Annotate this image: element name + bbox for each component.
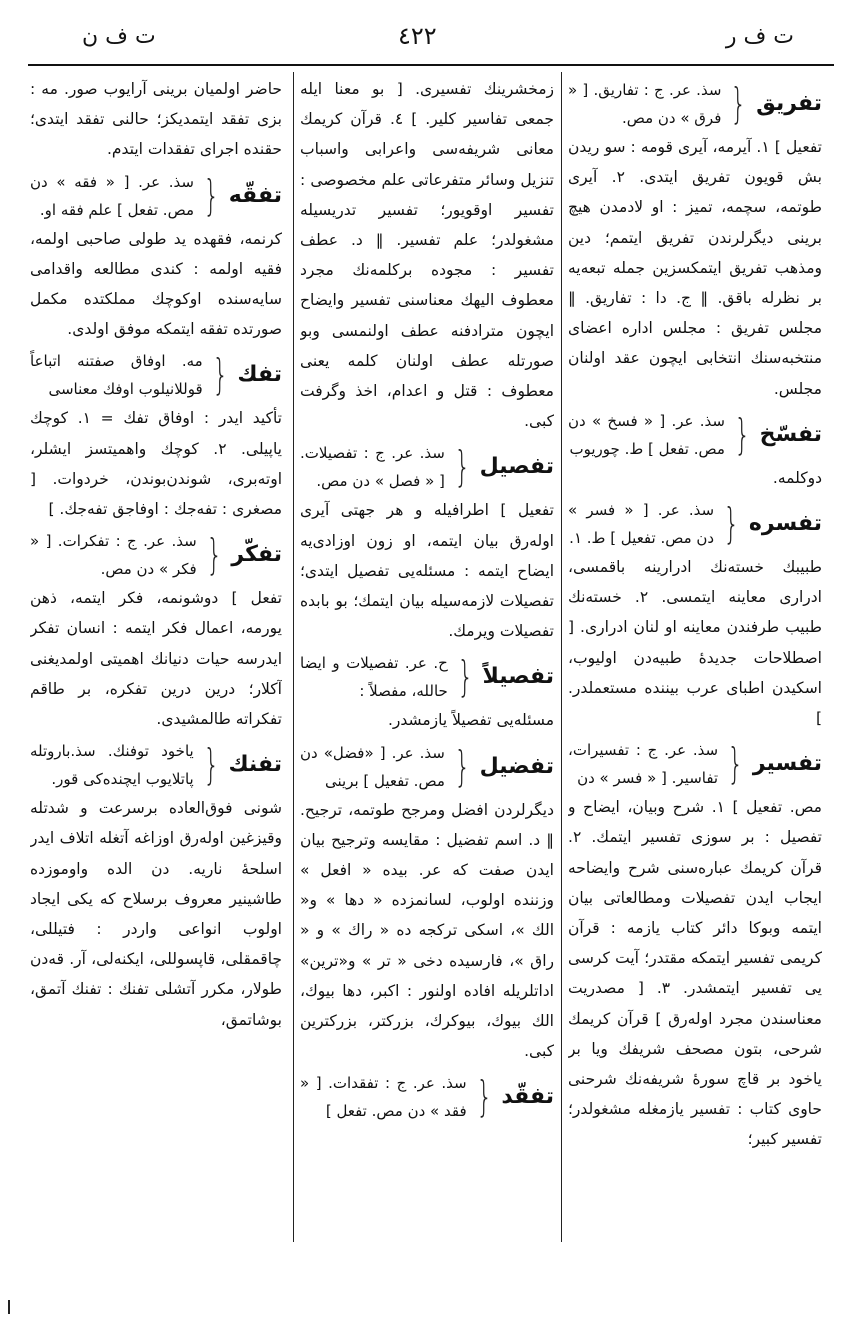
header-rule: [28, 64, 834, 66]
dictionary-entry: [568, 407, 822, 493]
headword: تفسره: [748, 511, 822, 537]
margin-mark: [8, 1300, 10, 1314]
headword: تفنك: [228, 752, 282, 778]
grammar-note: سذ. عر. [ « فسخ » دن مص. تفعل ] ط. چوریوب: [568, 411, 725, 458]
grammar-note: مه. اوفاق صفتنه اتباعاً قوللانیلوب اوفك معناسی: [30, 352, 203, 399]
entry-head: [568, 407, 822, 463]
headword: تفقّد: [501, 1084, 554, 1110]
brace-icon: {: [457, 652, 474, 702]
brace-icon: {: [203, 170, 220, 220]
headword: تفقّه: [228, 182, 282, 208]
definition-text: دیگرلردن افضل ومرجح طوتمه، ترجیح. ‖ د. اسم تفضیل : مقایسه وترجیح بیان ایدن صفت که عر. بیده « افعل » وزننده اولوب، لسانمزده « دها » و« الك »، اسکی ترکجه ده « راك » و « راق »، فارسیده دخی « تر » و«ترین» اداتلریله افاده اولنور : اکبر، دها بیوك، الك بیوك، بیوکرك، بزرکتر، بزرکترین کبی.: [300, 800, 554, 1061]
definition-text: طبیبك خسته‌نك ادرارینه باقمسی، ادراری معاینه ایتمسی. ٢. خسته‌نك طبیب طرفندن معاینه او لنان ادراری. [ اصطلاحات جدیدهٔ طبیه‌دن اولیوب، اسکیدن اطبای عرب بیننده مستعملدر. ]: [568, 558, 822, 728]
brace-icon: {: [454, 442, 471, 492]
header-letters-right: ت ف ر: [725, 24, 794, 49]
brace-icon: {: [730, 79, 747, 128]
brace-icon: {: [203, 740, 220, 790]
entry-head: [568, 496, 822, 552]
grammar-note: سذ. عر. ج : تفکرات. [ « فکر » دن مص.: [30, 532, 197, 579]
grammar-note: یاخود توفنك. سذ.باروتله پاتلایوب ایچنده‌کی قور.: [30, 742, 194, 789]
dictionary-entry: [300, 649, 554, 735]
grammar-note: ح. عر. تفصیلات و ایضا حالله، مفصلاً :: [300, 654, 448, 701]
dictionary-column-middle: [300, 74, 554, 1294]
entry-head: [300, 739, 554, 795]
brace-icon: {: [734, 409, 751, 459]
dictionary-column-right: [568, 74, 822, 1294]
dictionary-entry: [568, 736, 822, 1154]
entry-head: [300, 439, 554, 495]
headword: تفصیلاً: [482, 664, 554, 690]
definition-text: تفعل ] دوشونمه، فکر ایتمه، ذهن یورمه، اعمال فکر ایتمه : انسان تفکر ایدرسه حیات دنیانك اهمیتی اولمدیغنی آکلار؛ درین درین تفکره، بر طاقم تفکراته طالمشیدی.: [30, 589, 282, 729]
grammar-note: سذ. عر. [ « فسر » دن مص. تفعیل ] ط. ١.: [568, 501, 715, 548]
dictionary-entry: [568, 76, 822, 404]
dictionary-entry: [300, 739, 554, 1067]
dictionary-entry: [300, 1069, 554, 1125]
headword: تفریق: [756, 91, 822, 116]
definition-text: مسئله‌یی تفصیلاً یازمشدر.: [387, 711, 554, 730]
headword: تفضیل: [479, 753, 554, 779]
dictionary-entry: [30, 347, 282, 524]
dictionary-entry: [568, 496, 822, 733]
entry-head: [30, 527, 282, 583]
grammar-note: سذ. عر. [ «فضل» دن مص. تفعیل ] برینی: [300, 743, 445, 790]
entry-head: [300, 649, 554, 705]
grammar-note: سذ. عر. ج : تفسیرات، تفاسیر. [ « فسر » دن: [568, 741, 719, 788]
page-header: [0, 18, 846, 60]
grammar-note: سذ. عر. ج : تفقدات. [ « فقد » دن مص. تفعل ]: [300, 1074, 467, 1121]
column-divider: [561, 72, 562, 1242]
definition-text: دوکلمه.: [772, 468, 822, 487]
headword: تفك: [237, 362, 282, 388]
entry-head: [300, 1069, 554, 1125]
dictionary-entry: [30, 527, 282, 734]
grammar-note: سذ. عر. ج : تفاریق. [ « فرق » دن مص.: [568, 81, 722, 127]
dictionary-entry: [300, 439, 554, 646]
dictionary-column-left: [30, 74, 282, 1294]
headword: تفسّخ: [759, 421, 822, 447]
dictionary-entry: [30, 737, 282, 1035]
headword: تفصیل: [479, 454, 554, 480]
grammar-note: سذ. عر. ج : تفصیلات. [ « فصل » دن مص.: [300, 444, 445, 491]
entry-head: [568, 736, 822, 792]
definition-text: تفعیل ] ١. آیرمه، آیری قومه : سو ریدن بش قویون تفریق ایتدی. ٢. آیری طوتمه، سچمه، تمیز : او لادمدن هیچ برینی دیگرلرندن تفریق ایتمم؛ دین ومذهب تفریق ایتمکسزین جمله تبعه‌یه بر نظرله باقق. ‖ ج. دا : تفاریق. ‖ مجلس تفریق : مجلس اداره اعضای منتخبه‌سنك انتخابی ایچون عقد اولنان مجلس.: [568, 138, 822, 398]
continued-definition: زمخشرینك تفسیری. [ بو معنا ایله جمعی تفاسیر کلیر. ] ٤. قرآن کریمك معانی شریفه‌سی واعرابی واسباب تنزیل وسائر متفرعاتی علم مخصوصی : تفسیر اوقویور؛ تفسیر تدریسیله مشغولدر؛ علم تفسیر. ‖ د. عطف تفسیر : مجوده برکلمه‌نك مجرد معطوف الیهك معناسنی تفسیر وایضاح ایچون مترادفنه عطف اولنمسی وبو صورتله عطف اولنان کلمه یعنی معطوف : قتل و اعدام، اخذ وگرفت کبی.: [300, 80, 554, 431]
headword: تفسیر: [752, 751, 822, 777]
page-number: ٤٢٢: [398, 22, 437, 50]
entry-head: [30, 347, 282, 403]
brace-icon: {: [212, 350, 229, 400]
brace-icon: {: [475, 1072, 493, 1122]
definition-text: شونی فوق‌العاده برسرعت و شدتله وقیزغین اوله‌رق اوزاغه آتغله اتلاف ایدر اسلحهٔ ناریه. دن الده واوموزده طاشینیر معروف برسلاح که یکی ایجاد اولوب انواعی واردر : فتیللی، چاقمقلی، قاپسوللی، ایکنه‌لی، آر. قه‌دن طولار، مکرر آتشلی تفنك : تفنك آتمق، بوشاتمق،: [30, 799, 282, 1029]
headword: تفکّر: [231, 542, 282, 568]
entry-head: [30, 168, 282, 224]
column-divider: [293, 72, 294, 1242]
entry-head: [30, 737, 282, 793]
continued-definition: حاضر اولمیان برینی آرایوب صور. مه : بزی تفقد ایتمدیکز؛ حالنی تفقد ایتدی؛ حقنده اجرای تفقدات ایتدم.: [30, 80, 282, 159]
grammar-note: سذ. عر. [ « فقه » دن مص. تفعل ] علم فقه او.: [30, 172, 194, 219]
brace-icon: {: [454, 741, 471, 791]
definition-text: کرنمه، فقهده ید طولی صاحبی اولمه، فقیه اولمه : کندی مطالعه واقدامی سایه‌سنده اوکوچك مملکتده مکمل صورتده تفقه ایتمکه موفق اولدی.: [30, 229, 282, 339]
brace-icon: {: [206, 530, 223, 580]
definition-text: تأکید ایدر : اوفاق تفك = ١. کوچك یاپیلی. ٢. کوچك واهمیتسز ایشلر، اوته‌بری، شوندن‌بوندن، خردوات. [ مصغری : تفه‌جك : اوفاجق تفه‌جك. ]: [30, 409, 282, 519]
brace-icon: {: [723, 499, 740, 549]
dictionary-entry: [30, 168, 282, 345]
brace-icon: {: [727, 739, 744, 789]
definition-text: تفعیل ] اطرافیله و هر جهتی آیری اوله‌رق بیان ایتمه، او زون اوزادی‌یه ایضاح ایتمه : مسئله‌یی تفصیل ایتدی؛ تفصیلات لازمه‌سیله بیان ایتمك؛ بو بابده تفصیلات ویرمك.: [300, 501, 554, 641]
definition-text: مص. تفعیل ] ١. شرح وبیان، ایضاح و تفصیل : بر سوزی تفسیر ایتمك. ٢. قرآن کریمك عباره‌سنی شرح وایضاحه ایجاب ایدن تفصیلات ومطالعاتی بیان ایتمه وبوکا دائر کتاب یازمه : قرآن کریمی تفسیر ایتمکه مقتدر؛ آیت کرسی یی تفسیر ایتمشدر. ٣. [ مصدریت معناسندن مجرد اولەرق ] قرآن کریمك شرحی، بتون مصحف شریفك ویا بر یاخود بر قاچ سورهٔ شریفه‌نك شرحنی حاوی کتاب : تفسیر یازمغله مشغولدر؛ تفسیر کبیر؛: [568, 798, 822, 1149]
header-letters-left: ت ف ن: [82, 24, 156, 49]
entry-head: [568, 76, 822, 132]
